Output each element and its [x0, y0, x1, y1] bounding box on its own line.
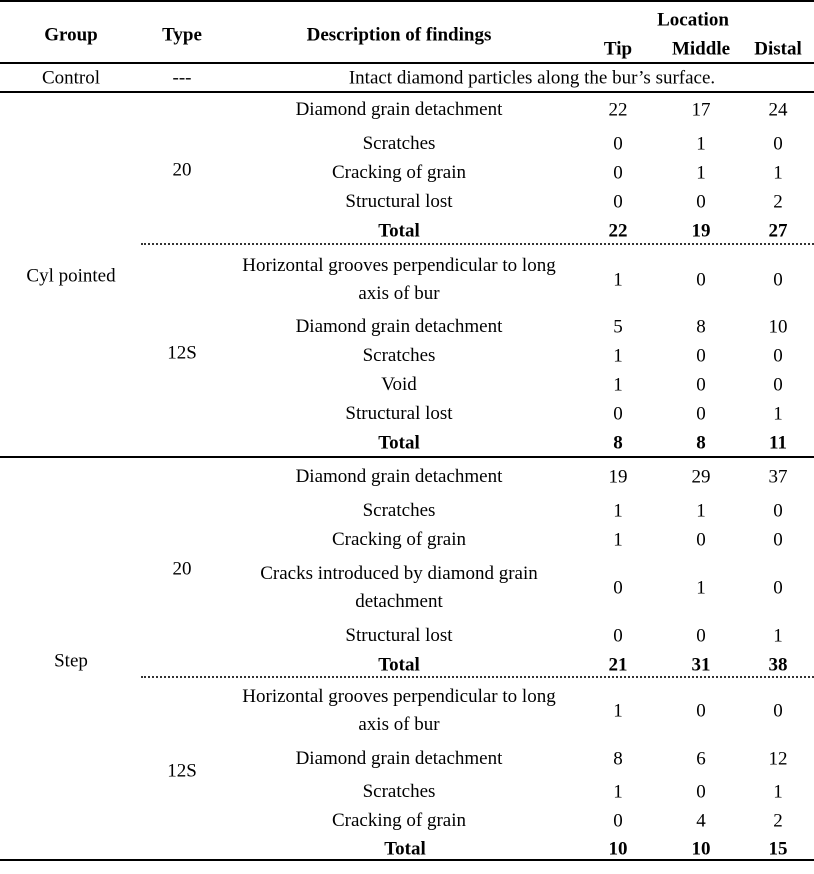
middle-value: 0	[696, 529, 706, 551]
distal-value: 1	[773, 403, 783, 425]
middle-value: 17	[691, 99, 711, 121]
finding-description: Scratches	[362, 345, 436, 366]
distal-value: 0	[773, 577, 783, 599]
header-group: Group	[44, 24, 98, 46]
finding-description: Cracks introduced by diamond grain detachment	[260, 563, 538, 612]
middle-total: 8	[696, 432, 706, 454]
distal-value: 0	[773, 345, 783, 367]
distal-value: 1	[773, 781, 783, 803]
control-description: Intact diamond particles along the bur’s surface.	[348, 67, 716, 89]
cyl-type-12s: 12S	[167, 342, 197, 364]
finding-description: Structural lost	[345, 403, 453, 424]
distal-total: 11	[769, 432, 787, 454]
finding-description: Horizontal grooves perpendicular to long axis of bur	[242, 255, 556, 304]
middle-value: 6	[696, 748, 706, 770]
tip-value: 1	[613, 374, 623, 396]
distal-value: 10	[768, 316, 788, 338]
finding-description: Void	[381, 374, 417, 395]
tip-value: 0	[613, 191, 623, 213]
middle-value: 8	[696, 316, 706, 338]
distal-value: 1	[773, 162, 783, 184]
tip-value: 1	[613, 269, 623, 291]
tip-total: 8	[613, 432, 623, 454]
distal-value: 0	[773, 700, 783, 722]
finding-description: Scratches	[362, 133, 436, 154]
tip-value: 0	[613, 133, 623, 155]
finding-description: Diamond grain detachment	[295, 316, 503, 337]
tip-value: 0	[613, 577, 623, 599]
finding-description: Structural lost	[345, 625, 453, 646]
total-label: Total	[378, 654, 420, 676]
cyl-type-20: 20	[172, 159, 192, 181]
tip-value: 19	[608, 466, 628, 488]
header-tip: Tip	[603, 38, 633, 60]
middle-value: 0	[696, 625, 706, 647]
tip-value: 0	[613, 162, 623, 184]
middle-total: 19	[691, 220, 711, 242]
header-location: Location	[657, 9, 729, 31]
tip-total: 21	[608, 654, 628, 676]
middle-total: 31	[691, 654, 711, 676]
control-type: ---	[172, 67, 192, 89]
finding-description: Horizontal grooves perpendicular to long axis of bur	[242, 686, 556, 735]
middle-value: 0	[696, 345, 706, 367]
tip-value: 0	[613, 625, 623, 647]
tip-total: 10	[608, 838, 628, 860]
finding-description: Cracking of grain	[331, 810, 466, 831]
tip-value: 1	[613, 345, 623, 367]
distal-value: 12	[768, 748, 788, 770]
distal-value: 0	[773, 529, 783, 551]
distal-value: 2	[773, 810, 783, 832]
tip-value: 1	[613, 529, 623, 551]
header-distal: Distal	[754, 38, 802, 60]
group-cyl-pointed: Cyl pointed	[26, 265, 116, 287]
middle-value: 1	[696, 577, 706, 599]
header-description: Description of findings	[306, 24, 492, 46]
middle-value: 1	[696, 162, 706, 184]
finding-description: Structural lost	[345, 191, 453, 212]
group-rule	[0, 456, 814, 458]
tip-value: 5	[613, 316, 623, 338]
total-label: Total	[378, 432, 420, 454]
distal-value: 2	[773, 191, 783, 213]
middle-value: 4	[696, 810, 706, 832]
tip-value: 0	[613, 810, 623, 832]
middle-value: 29	[691, 466, 711, 488]
distal-value: 1	[773, 625, 783, 647]
middle-value: 0	[696, 374, 706, 396]
finding-description: Scratches	[362, 781, 436, 802]
middle-value: 0	[696, 700, 706, 722]
middle-value: 0	[696, 403, 706, 425]
tip-value: 22	[608, 99, 628, 121]
tip-value: 0	[613, 403, 623, 425]
control-group: Control	[41, 67, 101, 89]
header-rule	[0, 62, 814, 64]
total-label: Total	[384, 838, 426, 860]
finding-description: Cracking of grain	[331, 162, 466, 183]
middle-value: 1	[696, 500, 706, 522]
tip-total: 22	[608, 220, 628, 242]
finding-description: Diamond grain detachment	[295, 748, 503, 769]
tip-value: 1	[613, 700, 623, 722]
step-divider	[141, 676, 814, 678]
header-middle: Middle	[671, 38, 731, 60]
distal-value: 24	[768, 99, 788, 121]
top-rule	[0, 0, 814, 2]
tip-value: 1	[613, 781, 623, 803]
distal-total: 27	[768, 220, 788, 242]
finding-description: Scratches	[362, 500, 436, 521]
distal-value: 0	[773, 374, 783, 396]
header-type: Type	[162, 24, 202, 46]
total-label: Total	[378, 220, 420, 242]
distal-total: 38	[768, 654, 788, 676]
finding-description: Cracking of grain	[331, 529, 466, 550]
middle-value: 0	[696, 781, 706, 803]
middle-value: 0	[696, 191, 706, 213]
step-type-12s: 12S	[167, 760, 197, 782]
distal-total: 15	[768, 838, 788, 860]
control-rule	[0, 91, 814, 93]
distal-value: 0	[773, 500, 783, 522]
middle-total: 10	[691, 838, 711, 860]
cyl-divider	[141, 243, 814, 245]
tip-value: 1	[613, 500, 623, 522]
middle-value: 0	[696, 269, 706, 291]
distal-value: 37	[768, 466, 788, 488]
finding-description: Diamond grain detachment	[295, 99, 503, 120]
finding-description: Diamond grain detachment	[295, 466, 503, 487]
step-type-20: 20	[172, 558, 192, 580]
distal-value: 0	[773, 269, 783, 291]
middle-value: 1	[696, 133, 706, 155]
tip-value: 8	[613, 748, 623, 770]
group-step: Step	[54, 650, 88, 672]
distal-value: 0	[773, 133, 783, 155]
